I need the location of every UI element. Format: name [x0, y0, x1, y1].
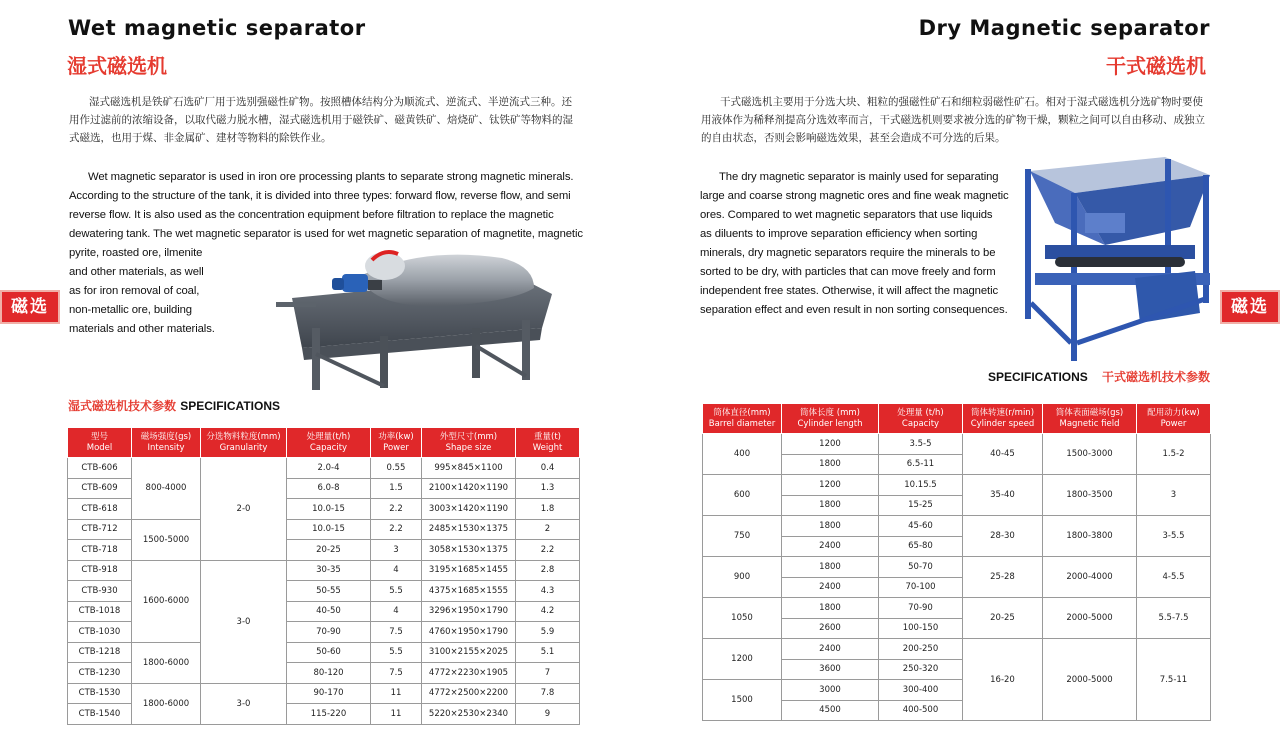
cell-model: CTB-1540: [68, 704, 132, 725]
cell-length: 1800: [782, 495, 879, 516]
col-header-magnetic-field: 筒体表面磁场(gs) Magnetic field: [1043, 404, 1137, 434]
cell-field: 2000-5000: [1043, 598, 1137, 639]
cell-shape-size: 2485×1530×1375: [422, 519, 516, 540]
cell-diameter: 600: [703, 475, 782, 516]
cell-shape-size: 995×845×1100: [422, 458, 516, 479]
cell-power: 4: [371, 601, 422, 622]
cell-granularity: 3-0: [201, 683, 287, 724]
cell-power: 7.5-11: [1137, 639, 1211, 721]
cell-power: 5.5: [371, 581, 422, 602]
wet-para-en-line-8: non-metallic ore, building: [69, 304, 192, 316]
cell-intensity: 1800-6000: [132, 683, 201, 724]
cell-capacity: 70-100: [879, 577, 963, 598]
side-tab-right: 磁选: [1220, 290, 1280, 324]
cell-shape-size: 5220×2530×2340: [422, 704, 516, 725]
col-header-capacity: 处理量 (t/h) Capacity: [879, 404, 963, 434]
wet-title-en: Wet magnetic separator: [68, 16, 366, 40]
cell-length: 1800: [782, 557, 879, 578]
cell-power: 3: [1137, 475, 1211, 516]
cell-capacity: 2.0-4: [287, 458, 371, 479]
cell-model: CTB-718: [68, 540, 132, 561]
wet-para-en-line-6: and other materials, as well: [69, 266, 204, 278]
dry-para-en-line-7: independent free states. Otherwise, it will affect the magnetic: [700, 285, 999, 297]
cell-shape-size: 4760×1950×1790: [422, 622, 516, 643]
table-row: [703, 557, 1211, 578]
cell-capacity: 20-25: [287, 540, 371, 561]
table-row: [68, 560, 580, 581]
col-header-cylinder-speed: 筒体转速(r/min) Cylinder speed: [963, 404, 1043, 434]
cell-speed: 16-20: [963, 639, 1043, 721]
cell-model: CTB-712: [68, 519, 132, 540]
cell-intensity: 1800-6000: [132, 642, 201, 683]
cell-capacity: 90-170: [287, 683, 371, 704]
cell-capacity: 115-220: [287, 704, 371, 725]
cell-shape-size: 2100×1420×1190: [422, 478, 516, 499]
cell-length: 3000: [782, 680, 879, 701]
cell-intensity: 800-4000: [132, 458, 201, 520]
dry-spec-table: [702, 403, 1211, 721]
cell-field: 2000-5000: [1043, 639, 1137, 721]
cell-model: CTB-1530: [68, 683, 132, 704]
cell-power: 2.2: [371, 519, 422, 540]
cell-field: 1800-3800: [1043, 516, 1137, 557]
cell-length: 2400: [782, 577, 879, 598]
cell-capacity: 80-120: [287, 663, 371, 684]
cell-capacity: 65-80: [879, 536, 963, 557]
table-row: [68, 519, 580, 540]
cell-power: 3: [371, 540, 422, 561]
cell-speed: 28-30: [963, 516, 1043, 557]
cell-shape-size: 4375×1685×1555: [422, 581, 516, 602]
cell-model: CTB-918: [68, 560, 132, 581]
cell-diameter: 400: [703, 434, 782, 475]
table-row: [68, 642, 580, 663]
cell-power: 4: [371, 560, 422, 581]
col-header-barrel-diameter: 筒体直径(mm) Barrel diameter: [703, 404, 782, 434]
wet-para-en-line-1: Wet magnetic separator is used in iron ore processing plants to separate strong magnetic minerals.: [88, 171, 574, 183]
table-row: [703, 598, 1211, 619]
cell-length: 1200: [782, 475, 879, 496]
cell-model: CTB-609: [68, 478, 132, 499]
cell-diameter: 1500: [703, 680, 782, 721]
cell-capacity: 250-320: [879, 659, 963, 680]
dry-para-en-line-1: The dry magnetic separator is mainly used for separating: [719, 171, 999, 183]
cell-power: 0.55: [371, 458, 422, 479]
wet-para-en-line-5: pyrite, roasted ore, ilmenite: [69, 247, 203, 259]
cell-model: CTB-618: [68, 499, 132, 520]
cell-weight: 2: [516, 519, 580, 540]
dry-para-en-line-4: as diluents to improve separation efficiency when sorting: [700, 228, 978, 240]
dry-para-cn-line-2: 用液体作为稀释剂提高分选效率而言，干式磁选机则要求被分选的矿物干燥，颗粒之间可以自由移动、成独立: [701, 114, 1205, 126]
cell-capacity: 10.0-15: [287, 519, 371, 540]
cell-power: 7.5: [371, 622, 422, 643]
wet-para-cn-line-2: 用作过滤前的浓缩设备，以取代磁力脱水槽，湿式磁选机用于磁铁矿、磁黄铁矿、焙烧矿、钛铁矿等物料的湿: [69, 114, 573, 126]
table-row: [703, 516, 1211, 537]
col-header-intensity: 磁场强度(gs) Intensity: [132, 428, 201, 458]
cell-field: 2000-4000: [1043, 557, 1137, 598]
dry-para-en-line-2: large and coarse strong magnetic ores and fine weak magnetic: [700, 190, 1009, 202]
dry-spec-title-en: SPECIFICATIONS: [988, 370, 1088, 384]
cell-capacity: 10.15.5: [879, 475, 963, 496]
cell-model: CTB-1230: [68, 663, 132, 684]
cell-length: 3600: [782, 659, 879, 680]
cell-field: 1500-3000: [1043, 434, 1137, 475]
cell-diameter: 900: [703, 557, 782, 598]
cell-capacity: 40-50: [287, 601, 371, 622]
dry-para-en-line-5: minerals, dry magnetic separators require the minerals to be: [700, 247, 996, 259]
cell-power: 5.5-7.5: [1137, 598, 1211, 639]
col-header-cylinder-length: 筒体长度 (mm) Cylinder length: [782, 404, 879, 434]
dry-para-en-line-3: ores. Compared to wet magnetic separators that use liquids: [700, 209, 993, 221]
cell-model: CTB-1218: [68, 642, 132, 663]
cell-weight: 5.1: [516, 642, 580, 663]
dry-para-cn-line-3: 的自由状态，否则会影响磁选效果，甚至会造成不可分选的后果。: [701, 132, 1006, 144]
cell-intensity: 1500-5000: [132, 519, 201, 560]
cell-capacity: 70-90: [287, 622, 371, 643]
cell-capacity: 100-150: [879, 618, 963, 639]
cell-shape-size: 4772×2500×2200: [422, 683, 516, 704]
cell-granularity: 3-0: [201, 560, 287, 683]
cell-model: CTB-1030: [68, 622, 132, 643]
table-row: [703, 475, 1211, 496]
cell-capacity: 45-60: [879, 516, 963, 537]
dry-para-en-line-8: separation effect and even result in non sorting consequences.: [700, 304, 1008, 316]
cell-length: 1800: [782, 516, 879, 537]
cell-model: CTB-1018: [68, 601, 132, 622]
cell-granularity: 2-0: [201, 458, 287, 561]
table-row: [703, 434, 1211, 455]
cell-weight: 0.4: [516, 458, 580, 479]
cell-capacity: 50-55: [287, 581, 371, 602]
cell-capacity: 50-70: [879, 557, 963, 578]
wet-separator-image: [272, 236, 562, 394]
wet-para-en-line-7: as for iron removal of coal,: [69, 285, 200, 297]
cell-shape-size: 4772×2230×1905: [422, 663, 516, 684]
cell-shape-size: 3296×1950×1790: [422, 601, 516, 622]
col-header-model: 型号 Model: [68, 428, 132, 458]
cell-model: CTB-606: [68, 458, 132, 479]
dry-title-cn: 干式磁选机: [1106, 54, 1206, 78]
cell-speed: 25-28: [963, 557, 1043, 598]
cell-length: 1800: [782, 454, 879, 475]
table-row: [68, 458, 580, 479]
cell-shape-size: 3100×2155×2025: [422, 642, 516, 663]
cell-weight: 1.3: [516, 478, 580, 499]
wet-spec-heading: [68, 397, 280, 414]
cell-weight: 5.9: [516, 622, 580, 643]
col-header-capacity: 处理量(t/h) Capacity: [287, 428, 371, 458]
wet-para-cn-line-1: 湿式磁选机是铁矿石选矿厂用于选别强磁性矿物。按照槽体结构分为顺流式、逆流式、半逆流式三种。还: [89, 96, 572, 108]
wet-para-cn-line-3: 式磁选，也用于煤、非金属矿、建材等物料的除铁作业。: [69, 132, 332, 144]
cell-weight: 4.2: [516, 601, 580, 622]
cell-field: 1800-3500: [1043, 475, 1137, 516]
cell-power: 1.5-2: [1137, 434, 1211, 475]
cell-speed: 35-40: [963, 475, 1043, 516]
wet-spec-title-en: SPECIFICATIONS: [180, 399, 280, 413]
cell-weight: 7: [516, 663, 580, 684]
cell-capacity: 3.5-5: [879, 434, 963, 455]
wet-para-en-line-4: dewatering tank. The wet magnetic separator is used for wet magnetic separation of magnetite, magnetic: [69, 228, 583, 240]
wet-spec-table: [67, 427, 580, 725]
dry-title-en: Dry Magnetic separator: [918, 16, 1210, 40]
col-header-granularity: 分选物料粒度(mm) Granularity: [201, 428, 287, 458]
cell-length: 2400: [782, 536, 879, 557]
cell-length: 2600: [782, 618, 879, 639]
wet-para-en-line-9: materials and other materials.: [69, 323, 215, 335]
wet-para-en-line-2: According to the structure of the tank, it is divided into three types: forward flow, reverse flow, and semi: [69, 190, 571, 202]
cell-weight: 2.2: [516, 540, 580, 561]
cell-diameter: 1050: [703, 598, 782, 639]
cell-capacity: 70-90: [879, 598, 963, 619]
wet-title-cn: 湿式磁选机: [67, 54, 167, 78]
cell-weight: 7.8: [516, 683, 580, 704]
cell-power: 2.2: [371, 499, 422, 520]
cell-capacity: 10.0-15: [287, 499, 371, 520]
cell-weight: 1.8: [516, 499, 580, 520]
col-header-power: 功率(kw) Power: [371, 428, 422, 458]
cell-shape-size: 3003×1420×1190: [422, 499, 516, 520]
cell-speed: 40-45: [963, 434, 1043, 475]
cell-power: 1.5: [371, 478, 422, 499]
cell-length: 1200: [782, 434, 879, 455]
col-header-weight: 重量(t) Weight: [516, 428, 580, 458]
col-header-power: 配用动力(kw) Power: [1137, 404, 1211, 434]
cell-weight: 2.8: [516, 560, 580, 581]
right-page: [640, 0, 1280, 735]
cell-capacity: 15-25: [879, 495, 963, 516]
cell-intensity: 1600-6000: [132, 560, 201, 642]
cell-power: 4-5.5: [1137, 557, 1211, 598]
cell-model: CTB-930: [68, 581, 132, 602]
cell-capacity: 30-35: [287, 560, 371, 581]
cell-diameter: 1200: [703, 639, 782, 680]
wet-spec-title-cn: 湿式磁选机技术参数: [68, 399, 177, 413]
cell-power: 5.5: [371, 642, 422, 663]
cell-weight: 9: [516, 704, 580, 725]
dry-separator-image: [1015, 153, 1220, 361]
cell-power: 11: [371, 704, 422, 725]
cell-capacity: 50-60: [287, 642, 371, 663]
col-header-shape-size: 外型尺寸(mm) Shape size: [422, 428, 516, 458]
dry-para-en-line-6: sorted to be dry, with particles that can move freely and form: [700, 266, 996, 278]
cell-capacity: 6.5-11: [879, 454, 963, 475]
cell-shape-size: 3195×1685×1455: [422, 560, 516, 581]
cell-length: 1800: [782, 598, 879, 619]
dry-para-cn-line-1: 干式磁选机主要用于分选大块、粗粒的强磁性矿石和细粒弱磁性矿石。相对于湿式磁选机分选矿物时要使: [720, 96, 1203, 108]
cell-power: 11: [371, 683, 422, 704]
dry-spec-heading: [988, 368, 1210, 385]
table-row: [703, 639, 1211, 660]
cell-power: 7.5: [371, 663, 422, 684]
cell-shape-size: 3058×1530×1375: [422, 540, 516, 561]
cell-length: 4500: [782, 700, 879, 721]
cell-capacity: 400-500: [879, 700, 963, 721]
cell-diameter: 750: [703, 516, 782, 557]
cell-capacity: 6.0-8: [287, 478, 371, 499]
dry-spec-title-cn: 干式磁选机技术参数: [1101, 370, 1210, 384]
cell-capacity: 300-400: [879, 680, 963, 701]
cell-capacity: 200-250: [879, 639, 963, 660]
cell-power: 3-5.5: [1137, 516, 1211, 557]
cell-weight: 4.3: [516, 581, 580, 602]
cell-speed: 20-25: [963, 598, 1043, 639]
table-row: [68, 683, 580, 704]
wet-para-en-line-3: reverse flow. It is also used as the concentration equipment before filtration to replace the magnetic: [69, 209, 554, 221]
side-tab-left: 磁选: [0, 290, 60, 324]
cell-length: 2400: [782, 639, 879, 660]
